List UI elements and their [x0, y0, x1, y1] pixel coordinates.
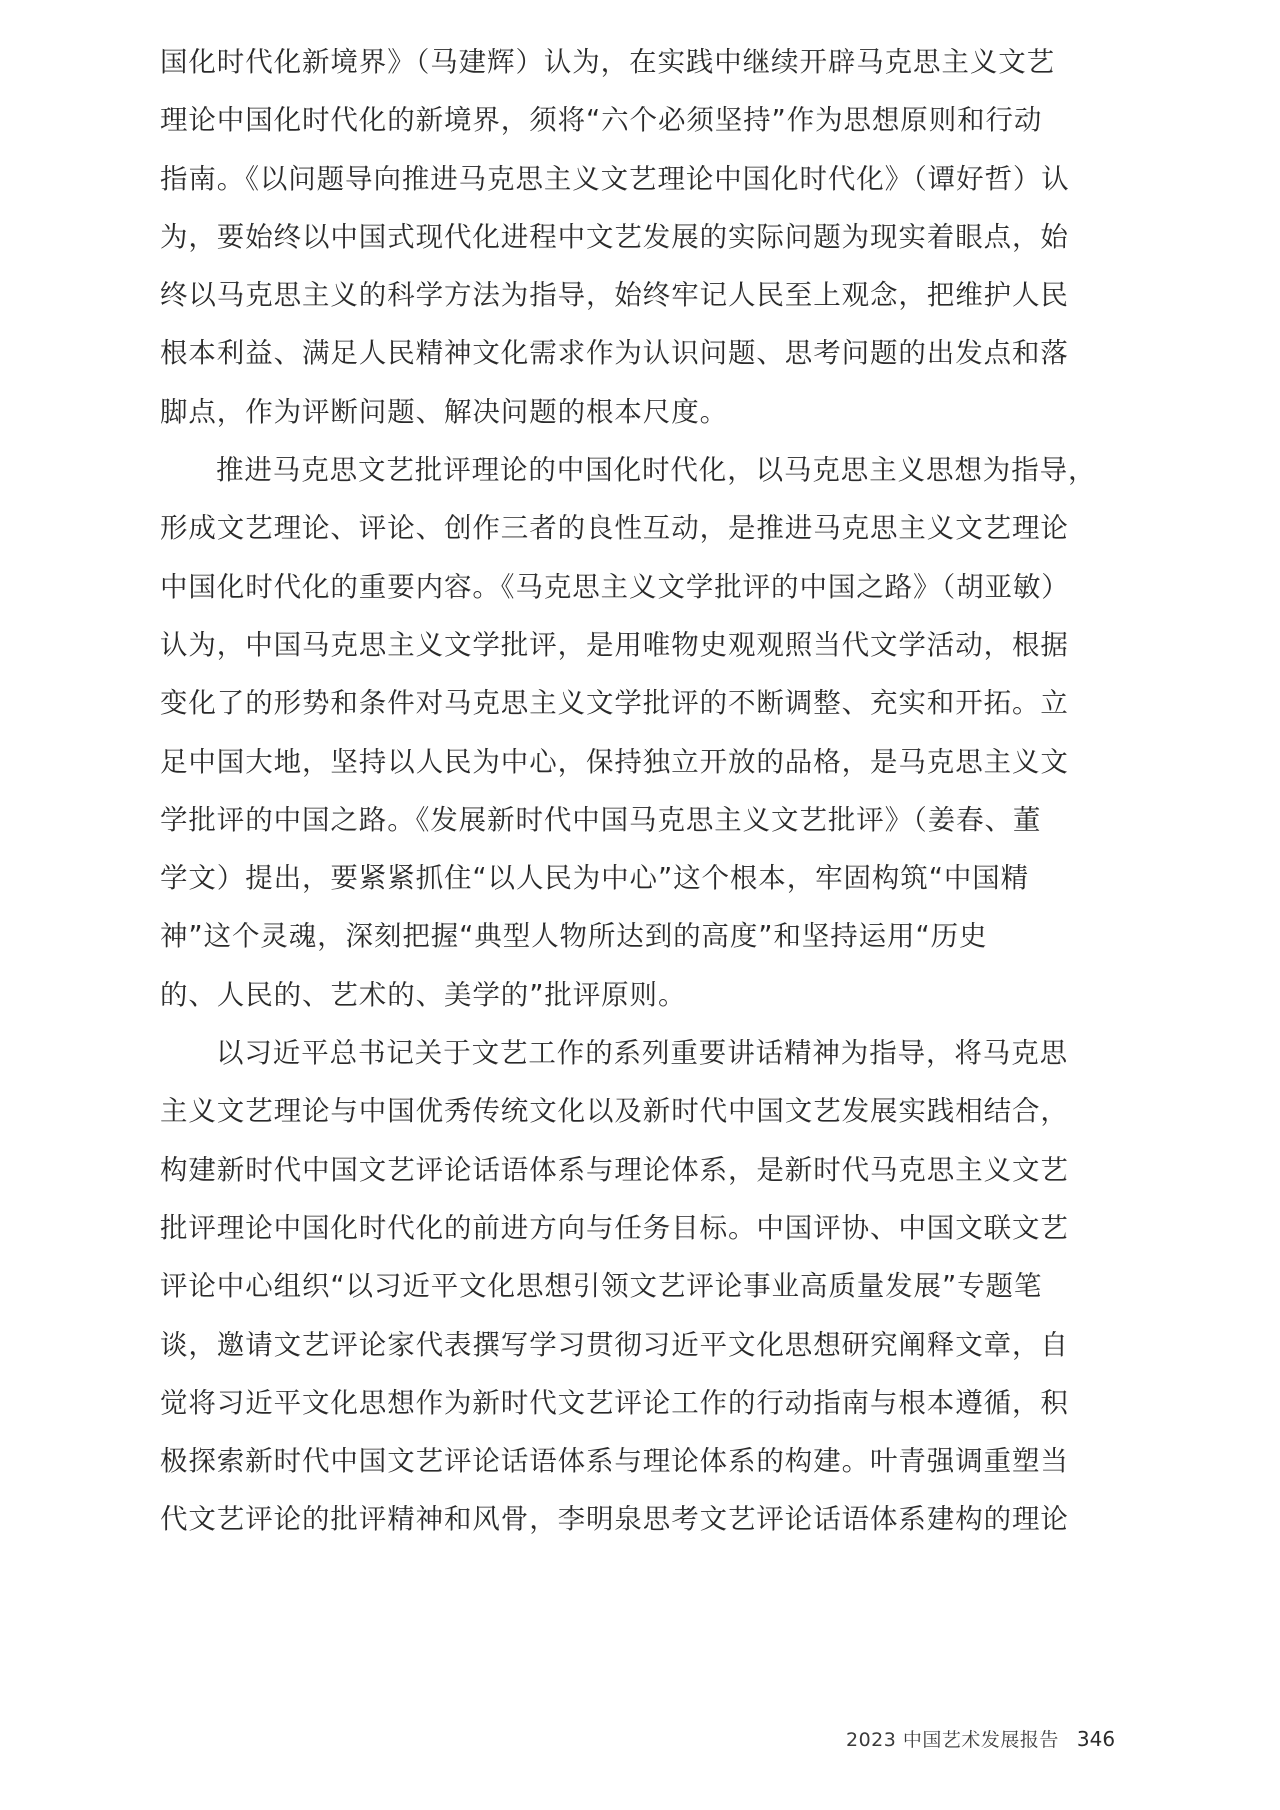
page-number: 346 — [1076, 1727, 1116, 1751]
text-line: 学文）提出，要紧紧抓住“以人民为中心”这个根本，牢固构筑“中国精 — [160, 862, 1030, 895]
paragraph-1 — [160, 33, 1122, 441]
text-line: 觉将习近平文化思想作为新时代文艺评论工作的行动指南与根本遵循，积 — [160, 1386, 1069, 1419]
text-line: 代文艺评论的批评精神和风骨，李明泉思考文艺评论话语体系建构的理论 — [160, 1503, 1069, 1536]
text-line: 批评理论中国化时代化的前进方向与任务目标。中国评协、中国文联文艺 — [160, 1211, 1069, 1244]
paragraph-3 — [160, 1024, 1122, 1549]
text-line: 的、人民的、艺术的、美学的”批评原则。 — [160, 978, 687, 1011]
text-line: 中国化时代化的重要内容。《马克思主义文学批评的中国之路》（胡亚敏） — [160, 570, 1070, 603]
text-line: 指南。《以问题导向推进马克思主义文艺理论中国化时代化》（谭好哲）认 — [160, 162, 1070, 195]
text-line: 脚点，作为评断问题、解决问题的根本尺度。 — [160, 395, 728, 428]
text-line: 谈，邀请文艺评论家代表撰写学习贯彻习近平文化思想研究阐释文章，自 — [160, 1328, 1069, 1361]
text-line: 推进马克思文艺批评理论的中国化时代化，以马克思主义思想为指导， — [216, 454, 1097, 487]
text-line: 国化时代化新境界》（马建辉）认为，在实践中继续开辟马克思主义文艺 — [160, 46, 1056, 78]
text-line: 主义文艺理论与中国优秀传统文化以及新时代中国文艺发展实践相结合， — [160, 1095, 1069, 1128]
text-line: 神”这个灵魂，深刻把握“典型人物所达到的高度”和坚持运用“历史 — [160, 920, 988, 953]
text-line: 根本利益、满足人民精神文化需求作为认识问题、思考问题的出发点和落 — [160, 337, 1069, 370]
paragraph-2 — [160, 441, 1122, 1024]
text-line: 为，要始终以中国式现代化进程中文艺发展的实际问题为现实着眼点，始 — [160, 220, 1069, 253]
text-line: 终以马克思主义的科学方法为指导，始终牢记人民至上观念，把维护人民 — [160, 279, 1069, 312]
text-line: 变化了的形势和条件对马克思主义文学批评的不断调整、充实和开拓。立 — [160, 687, 1069, 720]
text-line: 理论中国化时代化的新境界，须将“六个必须坚持”作为思想原则和行动 — [160, 104, 1043, 137]
report-title: 2023 中国艺术发展报告 — [846, 1729, 1059, 1751]
text-line: 认为，中国马克思主义文学批评，是用唯物史观观照当代文学活动，根据 — [160, 628, 1069, 661]
body-text — [160, 33, 1122, 1549]
text-line: 构建新时代中国文艺评论话语体系与理论体系，是新时代马克思主义文艺 — [160, 1153, 1069, 1186]
text-line: 极探索新时代中国文艺评论话语体系与理论体系的构建。叶青强调重塑当 — [160, 1445, 1069, 1478]
text-line: 足中国大地，坚持以人民为中心，保持独立开放的品格，是马克思主义文 — [160, 745, 1069, 778]
text-line: 评论中心组织“以习近平文化思想引领文艺评论事业高质量发展”专题笔 — [160, 1270, 1043, 1303]
text-line: 形成文艺理论、评论、创作三者的良性互动，是推进马克思主义文艺理论 — [160, 512, 1069, 545]
text-line: 学批评的中国之路。《发展新时代中国马克思主义文艺批评》（姜春、董 — [160, 803, 1042, 836]
page-footer — [846, 1723, 1115, 1755]
text-line: 以习近平总书记关于文艺工作的系列重要讲话精神为指导，将马克思 — [216, 1037, 1068, 1070]
